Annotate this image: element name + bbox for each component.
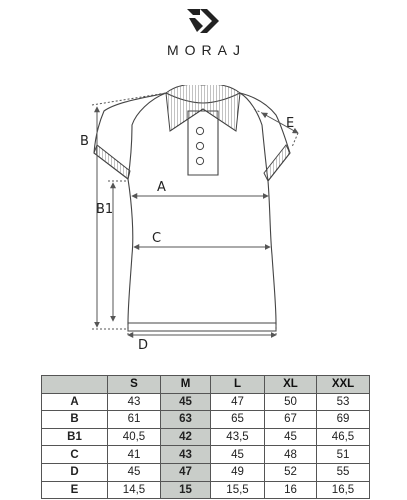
table-row xyxy=(42,411,370,429)
table-cell: 46,5 xyxy=(317,428,370,446)
table-cell: 41 xyxy=(108,446,161,464)
table-cell: 53 xyxy=(317,393,370,411)
table-cell: 43 xyxy=(108,393,161,411)
row-label: D xyxy=(42,463,108,481)
row-label: A xyxy=(42,393,108,411)
table-row xyxy=(42,481,370,499)
table-cell: 52 xyxy=(265,463,317,481)
header-size-xxl: XXL xyxy=(317,376,370,394)
size-chart-table xyxy=(41,375,370,499)
table-cell: 69 xyxy=(317,411,370,429)
header-size-m: M xyxy=(161,376,211,394)
table-cell: 40,5 xyxy=(108,428,161,446)
table-cell: 47 xyxy=(211,393,265,411)
table-cell: 61 xyxy=(108,411,161,429)
table-cell: 16,5 xyxy=(317,481,370,499)
table-cell: 14,5 xyxy=(108,481,161,499)
table-cell: 67 xyxy=(265,411,317,429)
dimension-label-a: A xyxy=(157,180,166,195)
dimension-label-c: C xyxy=(152,231,162,246)
table-cell: 45 xyxy=(108,463,161,481)
table-cell: 45 xyxy=(211,446,265,464)
dimension-label-e: E xyxy=(286,116,295,131)
table-cell: 16 xyxy=(265,481,317,499)
header-size-xl: XL xyxy=(265,376,317,394)
table-cell: 42 xyxy=(161,428,211,446)
brand-name: MORAJ xyxy=(167,42,246,58)
row-label: B xyxy=(42,411,108,429)
table-row xyxy=(42,463,370,481)
brand-logo-icon xyxy=(183,6,223,36)
table-cell: 45 xyxy=(265,428,317,446)
brand-logo xyxy=(0,6,407,56)
table-row xyxy=(42,446,370,464)
table-cell: 55 xyxy=(317,463,370,481)
header-size-s: S xyxy=(108,376,161,394)
table-cell: 47 xyxy=(161,463,211,481)
table-cell: 45 xyxy=(161,393,211,411)
table-cell: 65 xyxy=(211,411,265,429)
measurement-diagram xyxy=(0,85,407,355)
dimension-label-d: D xyxy=(138,338,149,353)
table-cell: 48 xyxy=(265,446,317,464)
table-row xyxy=(42,393,370,411)
table-cell: 15 xyxy=(161,481,211,499)
polo-shirt-outline xyxy=(94,93,290,331)
placket-buttons xyxy=(196,127,203,164)
row-label: E xyxy=(42,481,108,499)
size-header-row xyxy=(42,376,370,394)
table-cell: 49 xyxy=(211,463,265,481)
header-size-l: L xyxy=(211,376,265,394)
table-cell: 43,5 xyxy=(211,428,265,446)
header-empty-cell xyxy=(42,376,108,394)
table-row xyxy=(42,428,370,446)
dimension-label-b: B xyxy=(80,134,89,149)
table-cell: 51 xyxy=(317,446,370,464)
row-label: C xyxy=(42,446,108,464)
row-label: B1 xyxy=(42,428,108,446)
table-cell: 15,5 xyxy=(211,481,265,499)
table-cell: 43 xyxy=(161,446,211,464)
table-cell: 50 xyxy=(265,393,317,411)
table-cell: 63 xyxy=(161,411,211,429)
dimension-label-b1: B1 xyxy=(96,202,114,217)
